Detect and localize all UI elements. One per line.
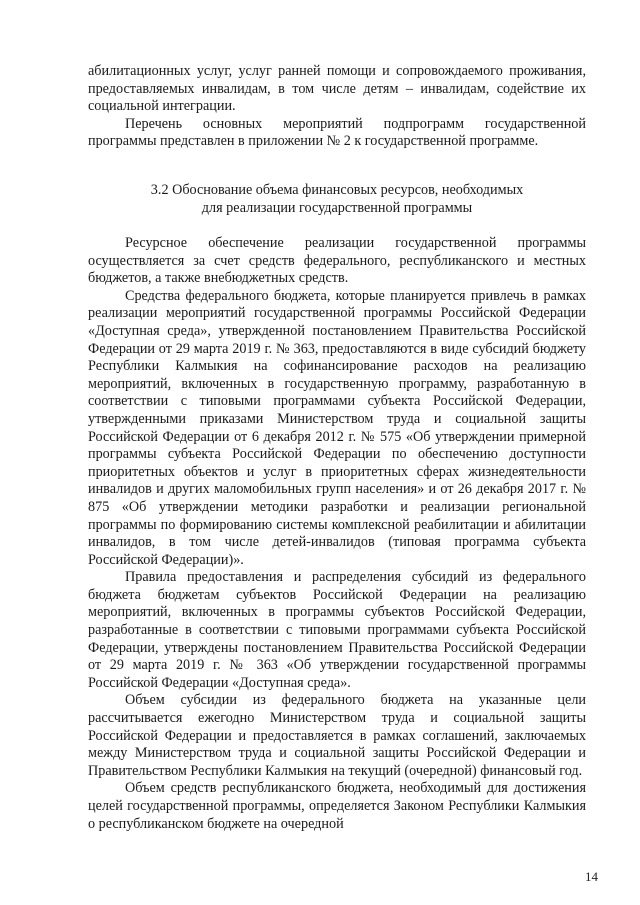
page-number: 14 — [585, 869, 598, 884]
paragraph-subsidy-rules: Правила предоставления и распределения субсидий из федерального бюджета бюджетам субъектов Российской Федерации на реализацию мероприятий, включенных в программы субъектов Российской Федерации, разработанные в соответствии с типовыми программами субъекта Российской Федерации, утверждены постановлением Правительства Российской Федерации от 29 марта 2019 г. № 363 «Об утверждении государственной программы Российской Федерации «Доступная среда». — [88, 569, 586, 691]
body-text-block — [88, 235, 586, 833]
section-heading-line-1: 3.2 Обоснование объема финансовых ресурсов, необходимых — [150, 182, 524, 198]
section-heading — [88, 182, 586, 217]
paragraph-resource-provision: Ресурсное обеспечение реализации государственной программы осуществляется за счет средств федерального, республиканского и местных бюджетов, а также внебюджетных средств. — [88, 235, 586, 287]
top-text-block — [88, 63, 586, 151]
paragraph-list-reference: Перечень основных мероприятий подпрограмм государственной программы представлен в приложении № 2 к государственной программе. — [88, 115, 586, 150]
paragraph-federal-budget: Средства федерального бюджета, которые планируется привлечь в рамках реализации мероприятий государственной программы Российской Федерации «Доступная среда», утвержденной постановлением Правительства Российской Федерации от 29 марта 2019 г. № 363, предоставляются в виде субсидий бюджету Республики Калмыкия на софинансирование расходов на реализацию мероприятий, включенных в государственную программу, разработанную в соответствии с типовыми программами субъекта Российской Федерации, утвержденными приказами Министерством труда и социальной защиты Российской Федерации от 6 декабря 2012 г. № 575 «Об утверждении примерной программы субъекта Российской Федерации по обеспечению доступности приоритетных объектов и услуг в приоритетных сферах жизнедеятельности инвалидов и других маломобильных групп населения» и от 26 декабря 2017 г. № 875 «Об утверждении методики разработки и реализации региональной программы по формированию системы комплексной реабилитации и абилитации инвалидов, в том числе детей-инвалидов (типовая программа субъекта Российской Федерации)». — [88, 287, 586, 568]
paragraph-continuation: абилитационных услуг, услуг ранней помощи и сопровождаемого проживания, предоставляемых инвалидам, в том числе детям – инвалидам, содействие их социальной интеграции. — [88, 63, 586, 115]
paragraph-republican-budget: Объем средств республиканского бюджета, необходимый для достижения целей государственной программы, определяется Законом Республики Калмыкия о республиканском бюджете на очередной — [88, 780, 586, 832]
section-heading-line-2: для реализации государственной программы — [201, 199, 473, 216]
paragraph-subsidy-volume: Объем субсидии из федерального бюджета на указанные цели рассчитывается ежегодно Министерством труда и социальной защиты Российской Федерации и предоставляется в рамках соглашений, заключаемых между Министерством труда и социальной защиты Российской Федерации и Правительством Республики Калмыкия на текущий (очередной) финансовый год. — [88, 692, 586, 779]
